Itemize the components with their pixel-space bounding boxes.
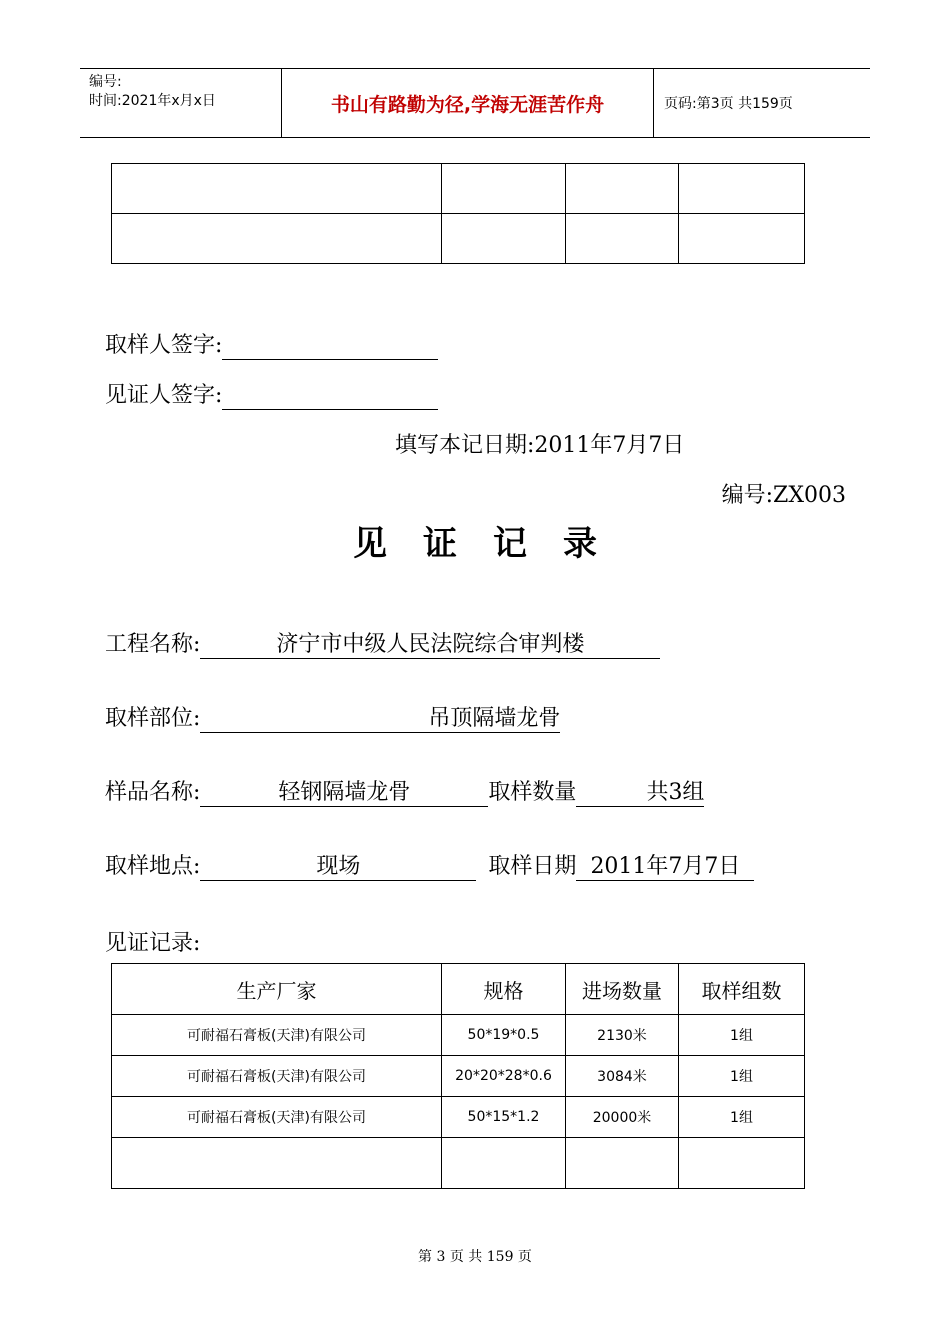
project-row [105, 627, 660, 659]
table-row [112, 1138, 805, 1189]
cell-manufacturer: 可耐福石膏板(天津)有限公司 [112, 1097, 442, 1138]
cell-groups: 1组 [679, 1097, 805, 1138]
header-motto: 书山有路勤为径,学海无涯苦作舟 [282, 69, 654, 137]
time-label: 时间:2021年x月x日 [89, 93, 216, 109]
cell-manufacturer [112, 1138, 442, 1189]
cell-spec: 20*20*28*0.6 [442, 1056, 566, 1097]
cell-spec: 50*19*0.5 [442, 1015, 566, 1056]
cell-manufacturer: 可耐福石膏板(天津)有限公司 [112, 1015, 442, 1056]
serial-label: 编号: [89, 74, 122, 90]
cell-spec [442, 1138, 566, 1189]
location-label: 取样部位: [105, 706, 201, 731]
cell-quantity: 20000米 [566, 1097, 679, 1138]
qty-value: 共3组 [576, 780, 704, 807]
table-row [112, 1097, 805, 1138]
table-row [112, 1015, 805, 1056]
record-number: 编号:ZX003 [721, 483, 846, 508]
page-header [80, 68, 870, 138]
sampler-signature-row [105, 328, 438, 360]
header-quantity: 进场数量 [566, 964, 679, 1015]
record-label: 见证记录: [105, 931, 201, 956]
sampler-signature-label: 取样人签字: [105, 333, 223, 358]
table-row [112, 1056, 805, 1097]
page-title: 见证记录 [353, 524, 633, 564]
previous-record-table [111, 163, 805, 264]
place-value: 现场 [200, 854, 476, 881]
witness-signature-label: 见证人签字: [105, 383, 223, 408]
witness-signature-row [105, 378, 438, 410]
cell-groups: 1组 [679, 1056, 805, 1097]
header-groups: 取样组数 [679, 964, 805, 1015]
header-left-cell [80, 69, 282, 137]
place-row [105, 849, 754, 881]
location-value: 吊顶隔墙龙骨 [200, 706, 560, 733]
cell-quantity [566, 1138, 679, 1189]
date-value: 2011年7月7日 [576, 854, 754, 881]
cell-quantity: 3084米 [566, 1056, 679, 1097]
date-label: 取样日期 [488, 854, 577, 879]
cell-groups: 1组 [679, 1015, 805, 1056]
sample-label: 样品名称: [105, 780, 201, 805]
header-page-info: 页码:第3页 共159页 [664, 96, 793, 112]
project-value: 济宁市中级人民法院综合审判楼 [200, 632, 660, 659]
sample-value: 轻钢隔墙龙骨 [200, 780, 488, 807]
header-manufacturer: 生产厂家 [112, 964, 442, 1015]
cell-groups [679, 1138, 805, 1189]
cell-spec: 50*15*1.2 [442, 1097, 566, 1138]
witness-signature-line[interactable] [222, 383, 438, 410]
project-label: 工程名称: [105, 632, 201, 657]
location-row [105, 701, 560, 733]
cell-quantity: 2130米 [566, 1015, 679, 1056]
sampler-signature-line[interactable] [222, 333, 438, 360]
fill-date: 填写本记日期:2011年7月7日 [395, 433, 685, 458]
table-row [112, 164, 805, 214]
qty-label: 取样数量 [488, 780, 577, 805]
cell-manufacturer: 可耐福石膏板(天津)有限公司 [112, 1056, 442, 1097]
sample-row [105, 775, 704, 807]
page-footer: 第 3 页 共 159 页 [418, 1249, 532, 1265]
table-header-row [112, 964, 805, 1015]
witness-record-table [111, 963, 805, 1189]
place-label: 取样地点: [105, 854, 201, 879]
header-spec: 规格 [442, 964, 566, 1015]
table-row [112, 214, 805, 264]
